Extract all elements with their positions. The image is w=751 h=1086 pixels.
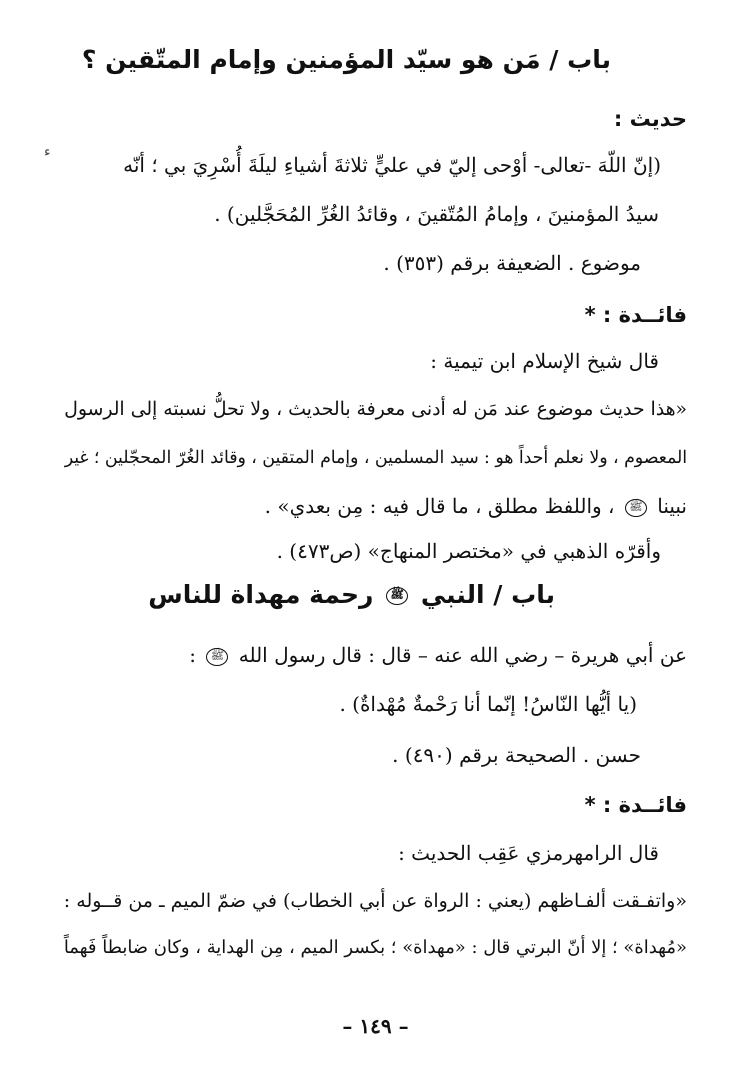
quote-line: «واتفـقت ألفـاظهم (يعني : الرواة عن أبي الخطاب) في ضمّ الميم ـ من قــوله :	[63, 890, 687, 912]
star-icon: *	[584, 793, 596, 817]
quote-line: المعصوم ، ولا نعلم أحداً هو : سيد المسلمين ، وإمام المتقين ، وقائد الغُرّ المحجّلين ؛ غير	[64, 448, 687, 468]
heading-text: رحمة مهداة للناس	[148, 580, 374, 609]
source-note: وأقرّه الذهبي في «مختصر المنهاج» (ص٤٧٣) .	[276, 539, 661, 563]
hadith-label: حديث :	[613, 107, 687, 131]
salawat-icon: ﷺ	[206, 648, 228, 666]
faida-heading	[579, 300, 687, 330]
margin-mark: ء	[44, 144, 51, 160]
hadith-text-line: سيدُ المؤمنينَ ، وإمامُ المُتّقينَ ، وقائدُ الغُرِّ المُحَجَّلين) .	[214, 202, 659, 226]
page-number: – ١٤٩ –	[342, 1014, 409, 1038]
hadith-text-line: (يا أيُّها النّاسُ! إنّما أنا رَحْمةٌ مُهْداةٌ) .	[339, 692, 637, 716]
narration-text: :	[189, 643, 196, 667]
salawat-icon: ﷺ	[625, 499, 647, 517]
quote-line	[265, 491, 687, 521]
quote-intro: قال الرامهرمزي عَقِب الحديث :	[398, 841, 659, 865]
faida-label: فائــدة :	[602, 303, 687, 327]
quote-intro: قال شيخ الإسلام ابن تيمية :	[430, 349, 659, 373]
chapter-heading	[148, 578, 555, 612]
narration-text: عن أبي هريرة – رضي الله عنه – قال : قال رسول الله	[238, 643, 687, 667]
quote-text: نبينا	[657, 494, 687, 518]
hadith-grading: موضوع . الضعيفة برقم (٣٥٣) .	[383, 251, 641, 275]
hadith-text-line: (إنّ اللّهَ -تعالى- أوْحى إليّ في عليٍّ ثلاثةَ أشياءِ ليلَةَ أُسْرِيَ بي ؛ أنّه	[123, 153, 661, 177]
narration-line	[189, 640, 687, 670]
quote-text: ، واللفظ مطلق ، ما قال فيه : مِن بعدي» .	[264, 494, 615, 518]
star-icon: *	[584, 303, 596, 327]
salawat-icon: ﷺ	[386, 587, 408, 605]
heading-text: باب / النبي	[420, 580, 555, 609]
hadith-grading: حسن . الصحيحة برقم (٤٩٠) .	[392, 743, 641, 767]
faida-label: فائــدة :	[602, 793, 687, 817]
faida-heading	[579, 790, 687, 820]
chapter-heading: باب / مَن هو سيّد المؤمنين وإمام المتّقين ؟	[81, 45, 611, 74]
quote-line: «هذا حديث موضوع عند مَن له أدنى معرفة بالحديث ، ولا تحلُّ نسبته إلى الرسول	[64, 399, 687, 420]
quote-line: «مُهداة» ؛ إلا أنّ البرتي قال : «مهداة» ؛ بكسر الميم ، مِن الهداية ، وكان ضابطاً فَهماً	[63, 937, 687, 958]
